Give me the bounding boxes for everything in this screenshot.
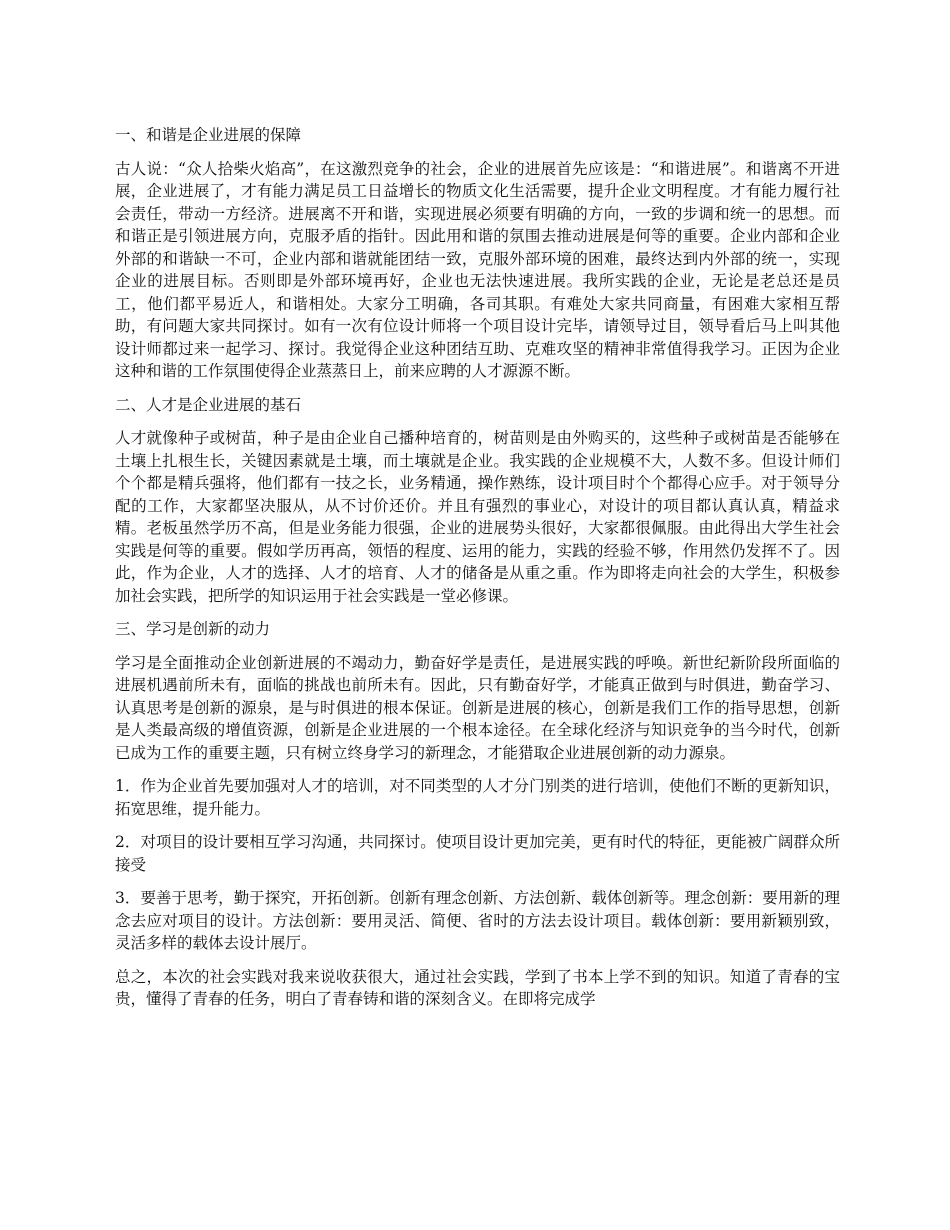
paragraph-conclusion: 总之，本次的社会实践对我来说收获很大，通过社会实践，学到了书本上学不到的知识。知道了青春的宝贵，懂得了青春的任务，明白了青春铸和谐的深刻含义。在即将完成学 <box>115 967 840 1008</box>
section-heading-3: 三、学习是创新的动力 <box>115 620 271 638</box>
paragraph-talent: 人才就像种子或树苗，种子是由企业自己播种培育的，树苗则是由外购买的，这些种子或树苗是否能够在土壤上扎根生长，关键因素就是土壤，而土壤就是企业。我实践的企业规模不大，人数不多。但设计师们个个都是精兵强将，他们都有一技之长，业务精通，操作熟练，设计项目时个个都得心应手。对于领导分配的工作，大家都坚决服从，从不讨价还价。并且有强烈的事业心，对设计的项目都认真认真，精益求精。老板虽然学历不高，但是业务能力很强，企业的进展势头很好，大家都很佩服。由此得出大学生社会实践是何等的重要。假如学历再高，领悟的程度、运用的能力，实践的经验不够，作用然仍发挥不了。因此，作为企业，人才的选择、人才的培育、人才的储备是从重之重。作为即将走向社会的大学生，积极参加社会实践，把所学的知识运用于社会实践是一堂必修课。 <box>115 429 840 605</box>
document-page <box>115 124 840 1022</box>
list-item-1: 1．作为企业首先要加强对人才的培训，对不同类型的人才分门别类的进行培训，使他们不断的更新知识，拓宽思维，提升能力。 <box>115 777 840 818</box>
list-item-2: 2．对项目的设计要相互学习沟通，共同探讨。使项目设计更加完美，更有时代的特征，更能被广阔群众所接受 <box>115 833 840 874</box>
section-heading-2: 二、人才是企业进展的基石 <box>115 395 302 414</box>
list-item-3: 3．要善于思考，勤于探究，开拓创新。创新有理念创新、方法创新、载体创新等。理念创新：要用新的理念去应对项目的设计。方法创新：要用灵活、简便、省时的方法去设计项目。载体创新：要用新颖别致，灵活多样的载体去设计展厅。 <box>115 889 840 952</box>
paragraph-learning: 学习是全面推动企业创新进展的不竭动力，勤奋好学是责任，是进展实践的呼唤。新世纪新阶段所面临的进展机遇前所未有，面临的挑战也前所未有。因此，只有勤奋好学，才能真正做到与时俱进，勤奋学习、认真思考是创新的源泉，是与时俱进的根本保证。创新是进展的核心，创新是我们工作的指导思想，创新是人类最高级的增值资源，创新是企业进展的一个根本途径。在全球化经济与知识竞争的当今时代，创新已成为工作的重要主题，只有树立终身学习的新理念，才能猎取企业进展创新的动力源泉。 <box>115 653 840 762</box>
paragraph-harmony: 古人说：“众人拾柴火焰高”，在这激烈竞争的社会，企业的进展首先应该是：“和谐进展”。和谐离不开进展，企业进展了，才有能力满足员工日益增长的物质文化生活需要，提升企业文明程度。才有能力履行社会责任，带动一方经济。进展离不开和谐，实现进展必须要有明确的方向，一致的步调和统一的思想。而和谐正是引领进展方向，克服矛盾的指针。因此用和谐的氛围去推动进展是何等的重要。企业内部和企业外部的和谐缺一不可，企业内部和谐就能团结一致，克服外部环境的困难，最终达到内外部的统一，实现企业的进展目标。否则即是外部环境再好，企业也无法快速进展。我所实践的企业，无论是老总还是员工，他们都平易近人，和谐相处。大家分工明确，各司其职。有难处大家共同商量，有困难大家相互帮助，有问题大家共同探讨。如有一次有位设计师将一个项目设计完毕，请领导过目，领导看后马上叫其他设计师都过来一起学习、探讨。我觉得企业这种团结互助、克难攻坚的精神非常值得我学习。正因为企业这种和谐的工作氛围使得企业蒸蒸日上，前来应聘的人才源源不断。 <box>115 159 840 380</box>
section-heading-1: 一、和谐是企业进展的保障 <box>115 126 302 144</box>
